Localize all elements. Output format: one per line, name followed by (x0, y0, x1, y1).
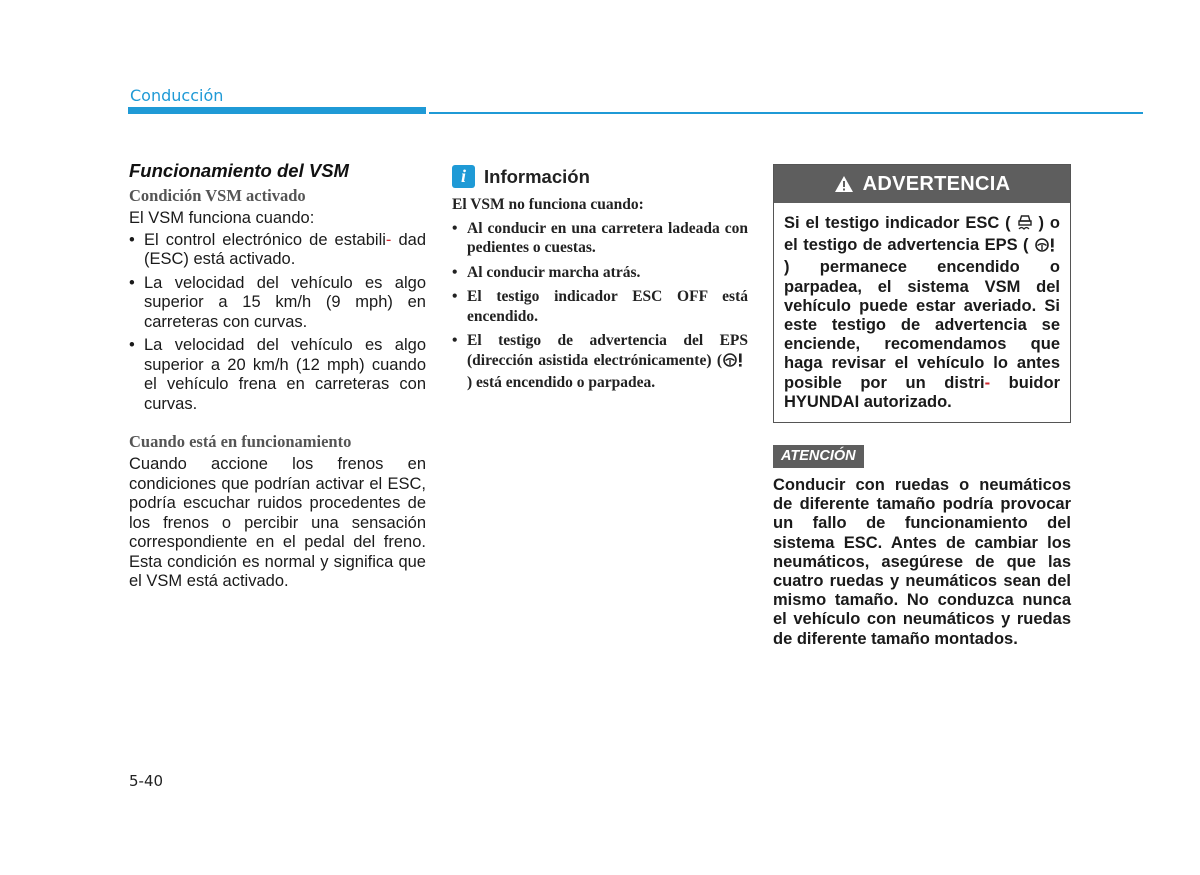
operation-paragraph: Cuando accione los frenos en condiciones que podrían activar el ESC, podría escuchar ruidos procedentes de los frenos o percibir una sensación correspondiente en el pedal del freno. Esta condición es normal y significa que el VSM está activado. (129, 455, 426, 590)
subheading-vsm-active: Condición VSM activado (129, 186, 306, 205)
info-icon: i (452, 165, 475, 188)
header-rule-thick (128, 107, 426, 114)
list-item: • La velocidad del vehículo es algo superior a 15 km/h (9 mph) en carreteras con curvas. (129, 274, 426, 333)
list-item: • El testigo indicador ESC OFF está encendido. (452, 287, 748, 326)
esc-indicator-icon (1017, 213, 1033, 236)
section-title: Funcionamiento del VSM (129, 160, 349, 181)
eps-warning-icon (1034, 237, 1060, 258)
list-item: • El testigo de advertencia del EPS (dirección asistida electrónicamente) () está encendido o parpadea. (452, 331, 748, 393)
header-rule-thin (429, 112, 1143, 114)
list-item: • El control electrónico de estabili- dad (ESC) está activado. (129, 231, 426, 270)
warning-text: Si el testigo indicador ESC ( ) o el testigo de advertencia EPS ( ) permanece encendido o parpadea, el sistema VSM del vehículo puede estar averiado. Si este testigo de advertencia se enciende, recomendamos que haga revisar el vehículo lo antes posible por un distri- buidor HYUNDAI autorizado. (784, 214, 1060, 411)
caution-tag: ATENCIÓN (773, 445, 864, 468)
page-number: 5-40 (129, 772, 164, 790)
warning-triangle-icon (834, 175, 854, 193)
eps-warning-icon (722, 352, 748, 374)
intro-text: El VSM funciona cuando: (129, 209, 315, 227)
condition-list (129, 231, 426, 415)
warning-box (773, 164, 1071, 423)
caution-text: Conducir con ruedas o neumáticos de diferente tamaño podría provocar un fallo de funcionamiento del sistema ESC. Antes de cambiar los neumáticos, asegúrese de que las cuatro ruedas y neumáticos sean del mismo tamaño. No conduzca nunca el vehículo con neumáticos y ruedas de diferente tamaño montados. (773, 476, 1071, 648)
list-item: • Al conducir en una carretera ladeada con pedientes o cuestas. (452, 219, 748, 258)
section-header-title: Conducción (130, 86, 224, 105)
column-vsm-operation (129, 160, 426, 592)
warning-column (773, 164, 1071, 649)
info-lead: El VSM no funciona cuando: (452, 196, 644, 213)
list-item: • Al conducir marcha atrás. (452, 263, 748, 283)
warning-title: ADVERTENCIA (862, 172, 1011, 195)
info-list (452, 219, 748, 393)
info-title: Información (484, 165, 590, 187)
info-box (452, 165, 748, 398)
list-item: • La velocidad del vehículo es algo superior a 20 km/h (12 mph) cuando el vehículo frena en carreteras con curvas. (129, 336, 426, 414)
subheading-in-operation: Cuando está en funcionamiento (129, 432, 352, 451)
